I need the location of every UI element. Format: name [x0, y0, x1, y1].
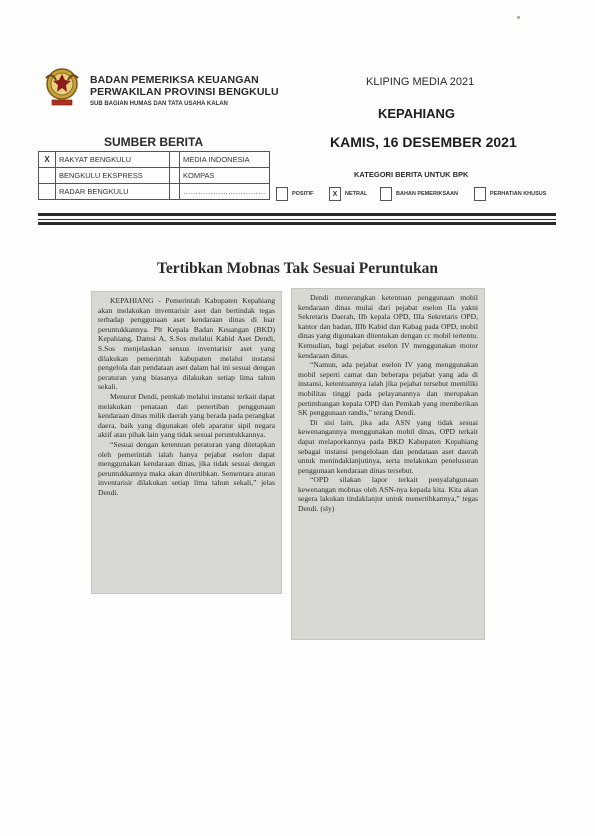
source-row	[39, 168, 270, 184]
org-name: BADAN PEMERIKSA KEUANGAN	[90, 74, 259, 86]
article-paragraph: “Sesuai dengan ketentuan peraturan yang ditetapkan oleh pemerintah ialah hanya pejabat eselon dapat menggunakan kendaraan dinas, jika tidak sesuai dengan peruntukkannya maka akan ditertibkan. Sementara aturan inventarisir dilakukan setiap lima tahun sekali,” jelas Dendi.	[98, 439, 275, 497]
source-name: KOMPAS	[180, 168, 270, 184]
source-mark	[39, 168, 56, 184]
scan-speck	[517, 16, 520, 19]
divider	[38, 219, 556, 220]
source-mark: X	[39, 152, 56, 168]
organization-block	[90, 74, 279, 107]
source-spacer	[170, 168, 180, 184]
category-label-perhatian: PERHATIAN KHUSUS	[490, 191, 547, 197]
source-spacer	[170, 152, 180, 168]
source-name: MEDIA INDONESIA	[180, 152, 270, 168]
source-name: RAKYAT BENGKULU	[56, 152, 170, 168]
category-label-netral: NETRAL	[345, 191, 368, 197]
category-title: KATEGORI BERITA UNTUK BPK	[354, 170, 469, 179]
article-paragraph: Dendi menerangkan ketentuan penggunaan mobil kendaraan dinas mulai dari pejabat eselon IIa yakni Sekretaris Daerah, IIb kepala OPD, IIIa Sekretaris OPD, kantor dan badan, IIIb Kabid dan Kabag pada OPD, mobil dinas yang digunakan ditentukan dengan cc mobil tertentu. Kemudian, bagi pejabat eselon IV menggunakan motor kendaraan dinas.	[298, 293, 478, 360]
divider	[38, 213, 556, 216]
source-name: BENGKULU EKSPRESS	[56, 168, 170, 184]
category-checkbox-perhatian[interactable]	[474, 187, 486, 201]
source-name: RADAR BENGKULU	[56, 184, 170, 200]
category-label-bahan: BAHAN PEMERIKSAAN	[396, 191, 459, 197]
article-paragraph: “OPD silakan lapor terkait penyalahgunaan kewenangan mobnas oleh ASN-nya kepada kita. Kita akan segera lakukan tindaklanjut untuk menertibkannya,” tegas Dendi. (sly)	[298, 475, 478, 514]
category-checkbox-netral[interactable]: X	[329, 187, 341, 201]
category-checkbox-positif[interactable]	[276, 187, 288, 201]
article-column-1	[91, 291, 282, 594]
category-label-positif: POSITIF	[292, 191, 314, 197]
category-checkbox-bahan[interactable]	[380, 187, 392, 201]
region-title: KEPAHIANG	[378, 106, 456, 121]
source-table	[38, 151, 270, 200]
date-title: KAMIS, 16 DESEMBER 2021	[330, 134, 517, 150]
source-mark	[39, 184, 56, 200]
kliping-title: KLIPING MEDIA 2021	[366, 76, 475, 88]
bpk-emblem-icon	[42, 64, 82, 108]
article-paragraph: “Namun, ada pejabat eselon IV yang menggunakan mobil seperti camat dan beberapa pejabat yang ada di instansi, ketentuannya ialah jika pejabat tersebut memiliki mobilitas tinggi pada pelayanannya dan merupakan pertimbangan kepala OPD dan Pemkab yang memberikan SK penggunaan randis,” terang Dendi.	[298, 360, 478, 418]
source-title: SUMBER BERITA	[104, 135, 204, 149]
article-paragraph: Menurut Dendi, pemkab melalui instansi terkait dapat melakukan penataan dan penertiban penggunaan kendaraan dinas milik daerah yang berada pada perangkat daera, baik yang digunakan oleh aparatur sipil negara aktif atau pihak lain yang tidak sesuai peruntukkannya.	[98, 391, 275, 440]
org-unit: SUB BAGIAN HUMAS DAN TATA USAHA KALAN	[90, 101, 228, 107]
divider	[38, 222, 556, 225]
article-paragraph: KEPAHIANG - Pemerintah Kabupaten Kepahiang akan melakukan inventarisir aset dan bertindak tegas terhadap penggunaan aset kendaraan dinas di luar peruntukkannya. Plt Kepala Badan Keuangan (BKD) Kepahiang, Damsi A, S.Sos melalui Kabid Aset Dendi, S.Sos menjelaskan sensus inventarisir aset yang dilakukan pemerintah kabupaten melalui instansi pengelola dan pendataan aset dalam hal ini sesuai dengan peraturan yang biasanya dilakukan setiap lima tahun sekali.	[98, 296, 275, 392]
source-name: ……………………………	[180, 184, 270, 200]
source-spacer	[170, 184, 180, 200]
article-paragraph: Di sisi lain, jika ada ASN yang tidak sesuai kewenangannya menggunakan mobil dinas, OPD terkait dapat melaporkannya pada BKD Kabupaten Kepahiang sebagai instansi pengelolaan dan pendataan aset daerah untuk menindaklanjutinya, serta melakukan penelusuran penggunaan kendaraan dinas tersebut.	[298, 417, 478, 475]
article-headline: Tertibkan Mobnas Tak Sesuai Peruntukan	[156, 260, 439, 277]
source-row	[39, 152, 270, 168]
article-column-2	[291, 288, 485, 640]
source-row	[39, 184, 270, 200]
org-branch: PERWAKILAN PROVINSI BENGKULU	[90, 86, 279, 98]
